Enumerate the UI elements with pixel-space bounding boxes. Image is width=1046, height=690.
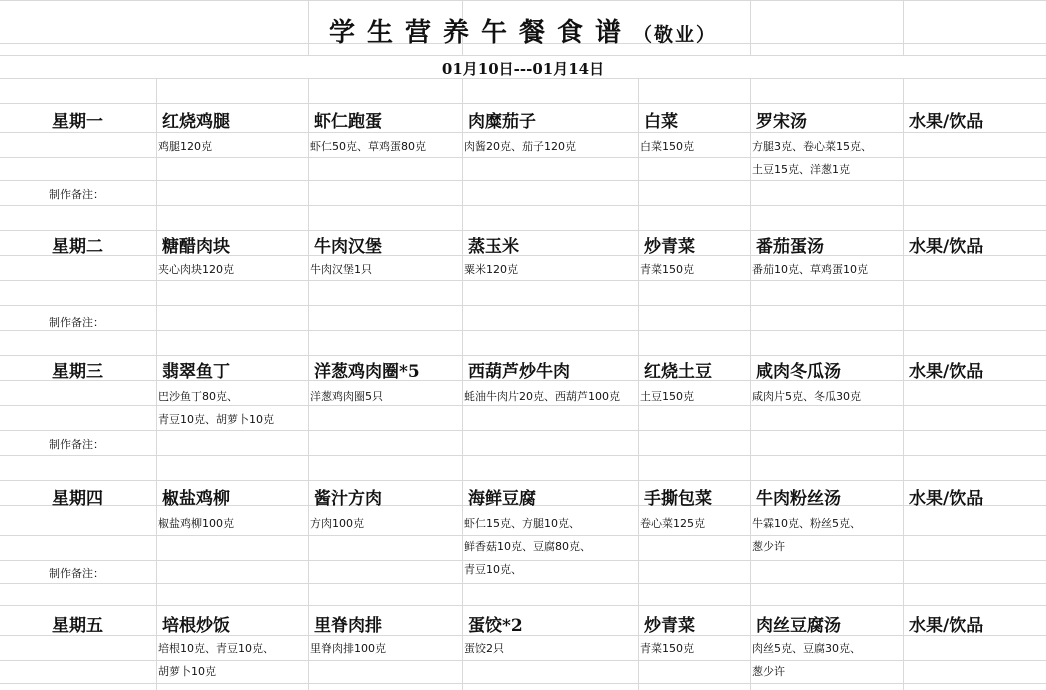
- ingredient-line: 虾仁15克、方腿10克、: [464, 517, 580, 530]
- ingredient-line: 番茄10克、草鸡蛋10克: [752, 263, 868, 276]
- dish-name: 红烧鸡腿: [162, 112, 230, 132]
- column-gridline: [156, 103, 157, 690]
- ingredient-line: 洋葱鸡肉圈5只: [310, 390, 383, 403]
- ingredient-line: 培根10克、青豆10克、: [158, 642, 274, 655]
- ingredient-line: 青豆10克、胡萝卜10克: [158, 413, 274, 426]
- dish-name: 海鲜豆腐: [468, 489, 536, 509]
- ingredient-line: 肉酱20克、茄子120克: [464, 140, 576, 153]
- ingredient-line: 蛋饺2只: [464, 642, 504, 655]
- ingredient-line: 鸡腿120克: [158, 140, 212, 153]
- dish-name: 手撕包菜: [644, 489, 712, 509]
- ingredient-line: 鲜香菇10克、豆腐80克、: [464, 540, 591, 553]
- dish-name: 蒸玉米: [468, 237, 519, 257]
- dish-name: 糖醋肉块: [162, 237, 230, 257]
- column-gridline: [156, 78, 157, 103]
- weekday-label: 星期三: [52, 362, 103, 382]
- ingredient-line: 蚝油牛肉片20克、西葫芦100克: [464, 390, 620, 403]
- ingredient-line: 白菜150克: [640, 140, 694, 153]
- column-gridline: [308, 78, 309, 103]
- ingredient-line: 粟米120克: [464, 263, 518, 276]
- ingredient-line: 虾仁50克、草鸡蛋80克: [310, 140, 426, 153]
- dish-name: 咸肉冬瓜汤: [756, 362, 841, 382]
- ingredient-line: 牛霖10克、粉丝5克、: [752, 517, 861, 530]
- dish-name: 白菜: [644, 112, 678, 132]
- weekday-label: 星期一: [52, 112, 103, 132]
- column-gridline: [462, 78, 463, 103]
- prep-note-label: 制作备注：: [49, 438, 104, 451]
- ingredient-line: 椒盐鸡柳100克: [158, 517, 234, 530]
- dish-name: 洋葱鸡肉圈*5: [314, 362, 420, 382]
- dish-name: 虾仁跑蛋: [314, 112, 382, 132]
- ingredient-line: 咸肉片5克、冬瓜30克: [752, 390, 861, 403]
- prep-note-label: 制作备注：: [49, 188, 104, 201]
- ingredient-line: 卷心菜125克: [640, 517, 705, 530]
- ingredient-line: 巴沙鱼丁80克、: [158, 390, 238, 403]
- dish-name: 水果/饮品: [909, 489, 984, 509]
- row-gridline: [0, 55, 1046, 56]
- ingredient-line: 里脊肉排100克: [310, 642, 386, 655]
- title-text: 学生营养午餐食谱: [328, 18, 633, 48]
- dish-name: 肉糜茄子: [468, 112, 536, 132]
- ingredient-line: 方肉100克: [310, 517, 364, 530]
- dish-name: 翡翠鱼丁: [162, 362, 230, 382]
- ingredient-line: 胡萝卜10克: [158, 665, 216, 678]
- column-gridline: [750, 78, 751, 103]
- column-gridline: [903, 78, 904, 103]
- ingredient-line: 土豆150克: [640, 390, 694, 403]
- dish-name: 牛肉汉堡: [314, 237, 382, 257]
- ingredient-line: 青菜150克: [640, 263, 694, 276]
- ingredient-line: 青菜150克: [640, 642, 694, 655]
- ingredient-line: 牛肉汉堡1只: [310, 263, 372, 276]
- ingredient-line: 肉丝5克、豆腐30克、: [752, 642, 861, 655]
- menu-title: [0, 12, 1046, 49]
- prep-note-label: 制作备注：: [49, 567, 104, 580]
- weekday-label: 星期二: [52, 237, 103, 257]
- dish-name: 水果/饮品: [909, 616, 984, 636]
- dish-name: 里脊肉排: [314, 616, 382, 636]
- dish-name: 西葫芦炒牛肉: [468, 362, 570, 382]
- ingredient-line: 葱少许: [752, 665, 785, 678]
- dish-name: 培根炒饭: [162, 616, 230, 636]
- column-gridline: [750, 103, 751, 690]
- dish-name: 酱汁方肉: [314, 489, 382, 509]
- weekday-label: 星期四: [52, 489, 103, 509]
- dish-name: 水果/饮品: [909, 237, 984, 257]
- column-gridline: [462, 103, 463, 690]
- ingredient-line: 方腿3克、卷心菜15克、: [752, 140, 872, 153]
- dish-name: 水果/饮品: [909, 362, 984, 382]
- dish-name: 罗宋汤: [756, 112, 807, 132]
- prep-note-label: 制作备注：: [49, 316, 104, 329]
- column-gridline: [308, 103, 309, 690]
- dish-name: 水果/饮品: [909, 112, 984, 132]
- ingredient-line: 葱少许: [752, 540, 785, 553]
- column-gridline: [638, 103, 639, 690]
- ingredient-line: 夹心肉块120克: [158, 263, 234, 276]
- dish-name: 番茄蛋汤: [756, 237, 824, 257]
- dish-name: 红烧土豆: [644, 362, 712, 382]
- ingredient-line: 青豆10克、: [464, 563, 522, 576]
- date-range: 01月10日---01月14日: [441, 60, 605, 78]
- dish-name: 牛肉粉丝汤: [756, 489, 841, 509]
- dish-name: 蛋饺*2: [468, 616, 523, 636]
- weekday-label: 星期五: [52, 616, 103, 636]
- column-gridline: [638, 78, 639, 103]
- column-gridline: [903, 103, 904, 690]
- title-suffix: （敬业）: [633, 24, 718, 46]
- dish-name: 椒盐鸡柳: [162, 489, 230, 509]
- row-gridline: [0, 0, 1046, 1]
- ingredient-line: 土豆15克、洋葱1克: [752, 163, 850, 176]
- dish-name: 炒青菜: [644, 237, 695, 257]
- dish-name: 肉丝豆腐汤: [756, 616, 841, 636]
- dish-name: 炒青菜: [644, 616, 695, 636]
